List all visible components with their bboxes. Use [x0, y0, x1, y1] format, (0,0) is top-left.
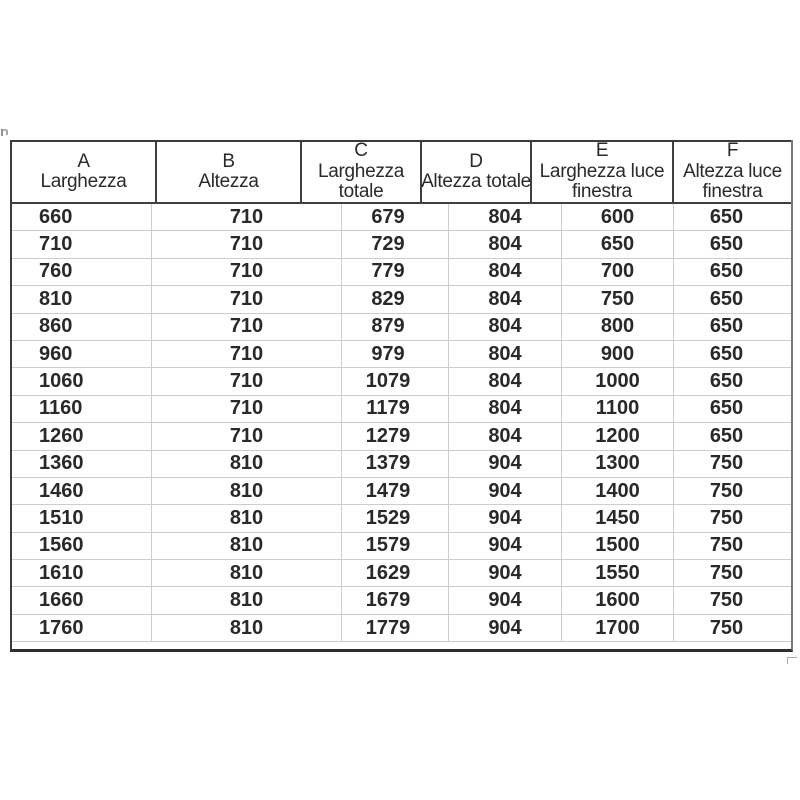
cell: 810 [152, 615, 342, 641]
scan-artifact-bottom-right [787, 657, 797, 664]
cell: 750 [709, 589, 744, 612]
cell: 879 [342, 314, 449, 340]
header-cell-c [302, 142, 422, 202]
cell: 750 [709, 506, 744, 529]
cell: 710 [152, 396, 342, 422]
cell: 1529 [342, 505, 449, 531]
cell: 1000 [562, 368, 674, 394]
cell: 650 [709, 205, 744, 228]
table-row [12, 615, 791, 642]
header-cell-a [12, 142, 157, 202]
cell: 650 [562, 231, 674, 257]
header-cell-b [157, 142, 302, 202]
cell: 804 [449, 396, 562, 422]
cell: 1260 [12, 423, 152, 449]
cell: 1279 [342, 423, 449, 449]
table-row [12, 204, 791, 231]
cell: 829 [342, 286, 449, 312]
cell: 679 [342, 204, 449, 230]
cell: 1300 [562, 451, 674, 477]
cell: 804 [449, 423, 562, 449]
table-row [12, 314, 791, 341]
cell: 650 [709, 342, 744, 365]
column-letter: C [354, 140, 368, 162]
cell: 750 [709, 534, 744, 557]
cell: 650 [709, 424, 744, 447]
artifact-stroke [3, 129, 7, 131]
cell: 600 [562, 204, 674, 230]
cell: 1479 [342, 478, 449, 504]
cell: 650 [709, 260, 744, 283]
cell: 1550 [562, 560, 674, 586]
cell: 729 [342, 231, 449, 257]
column-title-line: Larghezza [40, 171, 127, 192]
cell: 804 [449, 314, 562, 340]
cell: 1660 [12, 587, 152, 613]
cell: 804 [449, 204, 562, 230]
cell: 710 [152, 231, 342, 257]
cell: 760 [12, 259, 152, 285]
column-title-line: finestra [572, 181, 632, 203]
cell: 810 [152, 587, 342, 613]
column-title-line: totale [338, 181, 384, 203]
cell: 1100 [562, 396, 674, 422]
cell: 904 [449, 505, 562, 531]
cell: 904 [449, 560, 562, 586]
table-row [12, 231, 791, 258]
column-title-line: Altezza luce [683, 160, 782, 182]
cell: 650 [709, 287, 744, 310]
cell: 750 [562, 286, 674, 312]
cell: 804 [449, 341, 562, 367]
table-header-row [12, 140, 791, 204]
cell: 860 [12, 314, 152, 340]
cell: 810 [152, 560, 342, 586]
column-letter: D [469, 150, 483, 172]
cell: 1060 [12, 368, 152, 394]
table-row [12, 341, 791, 368]
cell: 650 [709, 397, 744, 420]
cell: 1460 [12, 478, 152, 504]
cell: 1500 [562, 533, 674, 559]
table-row [12, 423, 791, 450]
cell: 800 [562, 314, 674, 340]
cell: 904 [449, 451, 562, 477]
column-letter: E [595, 140, 609, 162]
column-letter: B [222, 150, 235, 172]
cell: 710 [152, 368, 342, 394]
cell: 710 [12, 231, 152, 257]
table-bottom-gap [12, 642, 791, 649]
cell: 810 [152, 451, 342, 477]
cell: 1400 [562, 478, 674, 504]
column-letter: A [77, 150, 90, 172]
cell: 960 [12, 341, 152, 367]
scan-artifact-top-left [1, 129, 11, 137]
cell: 710 [152, 341, 342, 367]
cell: 750 [709, 479, 744, 502]
cell: 804 [449, 259, 562, 285]
dimensions-table [10, 140, 793, 652]
cell: 1779 [342, 615, 449, 641]
header-cell-d [422, 142, 532, 202]
cell: 1600 [562, 587, 674, 613]
table-row [12, 259, 791, 286]
table-row [12, 478, 791, 505]
cell: 650 [709, 233, 744, 256]
table-row [12, 451, 791, 478]
cell: 650 [709, 315, 744, 338]
cell: 1610 [12, 560, 152, 586]
cell: 904 [449, 478, 562, 504]
column-title-line: Larghezza luce [539, 160, 665, 182]
column-title-line: Altezza [198, 171, 259, 192]
header-cell-f [674, 142, 791, 202]
cell: 1510 [12, 505, 152, 531]
cell: 710 [152, 259, 342, 285]
table-row [12, 368, 791, 395]
cell: 1179 [342, 396, 449, 422]
cell: 804 [449, 286, 562, 312]
cell: 700 [562, 259, 674, 285]
cell: 1450 [562, 505, 674, 531]
cell: 660 [12, 204, 152, 230]
table-row [12, 505, 791, 532]
cell: 900 [562, 341, 674, 367]
table-row [12, 560, 791, 587]
cell: 810 [12, 286, 152, 312]
cell: 1700 [562, 615, 674, 641]
cell: 779 [342, 259, 449, 285]
cell: 804 [449, 368, 562, 394]
column-title-line: Altezza totale [421, 171, 531, 192]
cell: 810 [152, 478, 342, 504]
column-title-line: Larghezza [317, 160, 405, 182]
cell: 1079 [342, 368, 449, 394]
cell: 750 [709, 561, 744, 584]
table-body [12, 204, 791, 642]
cell: 1360 [12, 451, 152, 477]
table-row [12, 396, 791, 423]
cell: 750 [709, 616, 744, 639]
cell: 1679 [342, 587, 449, 613]
cell: 1560 [12, 533, 152, 559]
table-row [12, 533, 791, 560]
cell: 904 [449, 533, 562, 559]
table-row [12, 286, 791, 313]
cell: 979 [342, 341, 449, 367]
cell: 710 [152, 204, 342, 230]
cell: 810 [152, 533, 342, 559]
cell: 1379 [342, 451, 449, 477]
cell: 810 [152, 505, 342, 531]
cell: 750 [709, 452, 744, 475]
cell: 904 [449, 587, 562, 613]
artifact-stroke [6, 130, 8, 135]
cell: 1629 [342, 560, 449, 586]
cell: 650 [709, 370, 744, 393]
cell: 1579 [342, 533, 449, 559]
cell: 710 [152, 314, 342, 340]
cell: 1160 [12, 396, 152, 422]
column-letter: F [726, 140, 739, 162]
column-title-line: finestra [702, 181, 763, 203]
cell: 710 [152, 286, 342, 312]
cell: 710 [152, 423, 342, 449]
header-cell-e [532, 142, 674, 202]
cell: 904 [449, 615, 562, 641]
cell: 804 [449, 231, 562, 257]
table-row [12, 587, 791, 614]
cell: 1760 [12, 615, 152, 641]
cell: 1200 [562, 423, 674, 449]
